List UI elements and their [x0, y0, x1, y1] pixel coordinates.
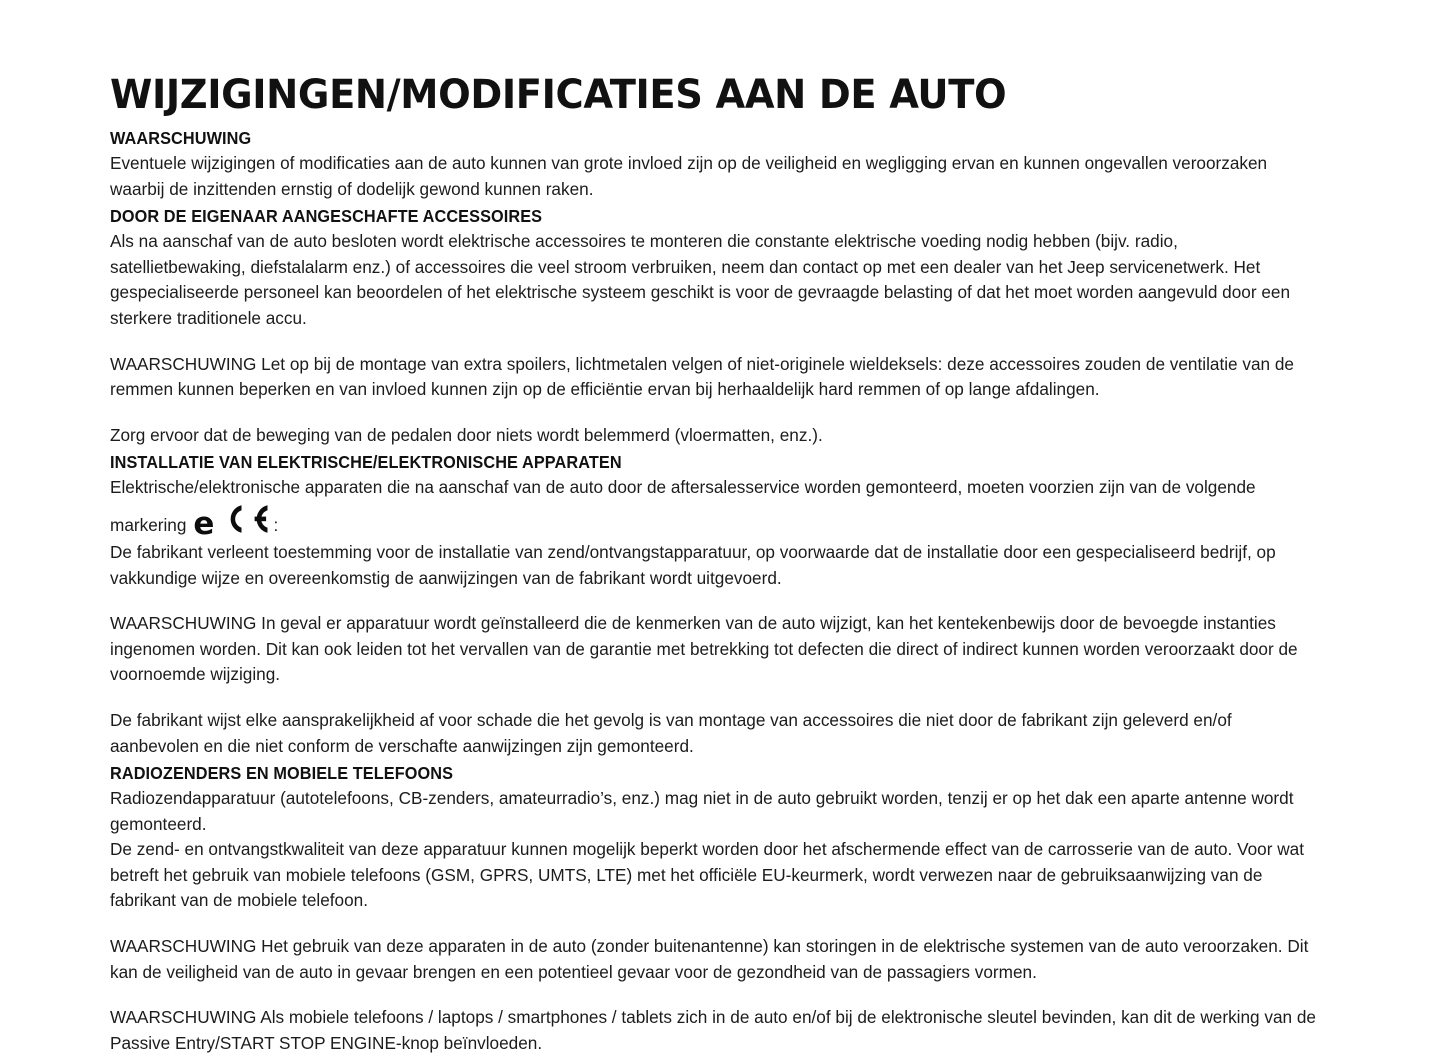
- paragraph-radio-warning-2: WAARSCHUWING Als mobiele telefoons / laptops / smartphones / tablets zich in de auto en/of bij de elektronische sleutel bevinden, kan dit de werking van de Passive Entry/START STOP ENGINE-knop beïnvloeden.: [110, 1007, 1316, 1053]
- paragraph-pedals-note: Zorg ervoor dat de beweging van de pedalen door niets wordt belemmerd (vloermatten, enz.).: [110, 424, 823, 445]
- paragraph-liability-body: De fabrikant wijst elke aansprakelijkheid af voor schade die het gevolg is van montage van accessoires die niet door de fabrikant zijn geleverd en/of aanbevolen en die niet conform de verschafte aanwijzingen zijn gemonteerd.: [110, 709, 1232, 756]
- section-heading-owner-accessories: DOOR DE EIGENAAR AANGESCHAFTE ACCESSOIRES: [110, 206, 543, 227]
- paragraph-transmitter-body: De fabrikant verleent toestemming voor de installatie van zend/ontvangstapparatuur, op voorwaarde dat de installatie door een gespecialiseerd bedrijf, op vakkundige wijze en overeenkomstig de aanwijzingen van de fabrikant wordt uitgevoerd.: [110, 541, 1276, 588]
- marking-line: [110, 501, 1317, 540]
- page-title: WIJZIGINGEN/MODIFICATIES AAN DE AUTO: [110, 72, 1007, 118]
- paragraph-accessories-warning: WAARSCHUWING Let op bij de montage van extra spoilers, lichtmetalen velgen of niet-originele wieldeksels: deze accessoires zouden de ventilatie van de remmen kunnen beperken en van invloed kunnen zijn op de efficiëntie ervan bij herhaaldelijk hard remmen of op lange afdalingen.: [110, 353, 1294, 400]
- paragraph-radio-body-1: Radiozendapparatuur (autotelefoons, CB-zenders, amateurradio’s, enz.) mag niet in de auto gebruikt worden, tenzij er op het dak een aparte antenne wordt gemonteerd.: [110, 788, 1294, 834]
- paragraph-warning-body: Eventuele wijzigingen of modificaties aan de auto kunnen van grote invloed zijn op de veiligheid en wegligging ervan en kunnen ongevallen veroorzaken waarbij de inzittenden ernstig of dodelijk gewond kunnen raken.: [110, 153, 1268, 199]
- section-heading-installation: INSTALLATIE VAN ELEKTRISCHE/ELEKTRONISCHE APPARATEN: [110, 452, 622, 473]
- section-heading-radio: RADIOZENDERS EN MOBIELE TELEFOONS: [110, 763, 454, 784]
- section-heading-warning: WAARSCHUWING: [110, 128, 252, 148]
- marking-colon: :: [273, 514, 279, 535]
- paragraph-radio-body-2: De zend- en ontvangstkwaliteit van deze apparatuur kunnen mogelijk beperkt worden door het afschermende effect van de carrosserie van de auto. Voor wat betreft het gebruik van mobiele telefoons (GSM, GPRS, UMTS, LTE) met het officiële EU-keurmerk, wordt verwezen naar de gebruiksaanwijzing van de fabrikant van de mobiele telefoon.: [110, 839, 1304, 911]
- paragraph-registration-warning: WAARSCHUWING In geval er apparatuur wordt geïnstalleerd die de kenmerken van de auto wijzigt, kan het kentekenbewijs door de bevoegde instanties ingenomen worden. Dit kan ook leiden tot het vervallen van de garantie met betrekking tot defecten die direct of indirect kunnen worden veroorzaakt door de voornoemde wijziging.: [110, 613, 1298, 685]
- ce-mark-icon: [223, 504, 269, 534]
- e-mark-icon: e: [193, 505, 215, 542]
- paragraph-installation-intro: Elektrische/elektronische apparaten die na aanschaf van de auto door de aftersalesservice worden gemonteerd, moeten voorzien zijn van de volgende: [110, 477, 1256, 498]
- paragraph-accessories-body: Als na aanschaf van de auto besloten wordt elektrische accessoires te monteren die constante elektrische voeding nodig hebben (bijv. radio, satellietbewaking, diefstalalarm enz.) of accessoires die veel stroom verbruiken, neem dan contact op met een dealer van het Jeep servicenetwerk. Het gespecialiseerde personeel kan beoordelen of het elektrische systeem geschikt is voor de gevraagde belasting of dat het moet worden aangevuld door een sterkere traditionele accu.: [110, 231, 1291, 328]
- marking-label: markering: [110, 514, 187, 535]
- paragraph-radio-warning-1: WAARSCHUWING Het gebruik van deze apparaten in de auto (zonder buitenantenne) kan storingen in de elektrische systemen van de auto veroorzaken. Dit kan de veiligheid van de auto in gevaar brengen en een potentieel gevaar voor de gezondheid van de passagiers vormen.: [110, 936, 1309, 982]
